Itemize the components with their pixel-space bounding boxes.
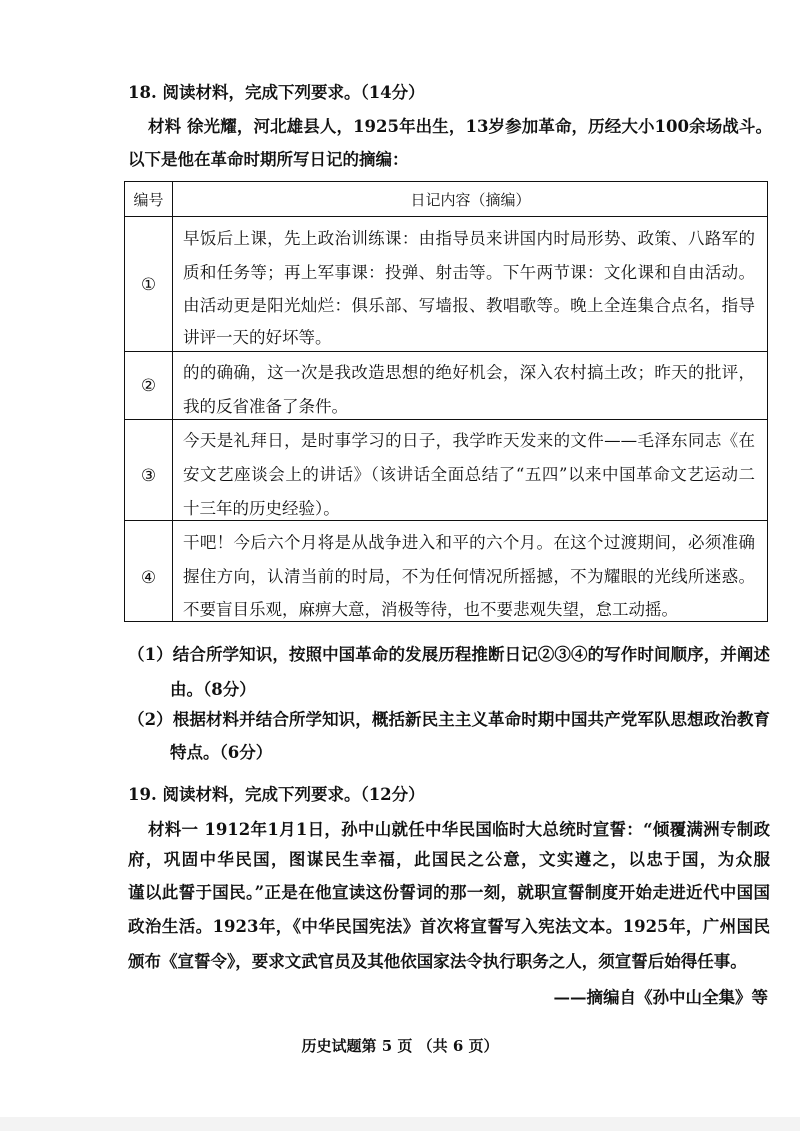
row-divider [125, 520, 767, 521]
row-line: 讲评一天的好坏等。 [183, 328, 332, 347]
row-line: 早饭后上课，先上政治训练课：由指导员来讲国内时局形势、政策、八路军的 [183, 229, 755, 248]
row-divider [125, 216, 767, 217]
question-1-cont: 由。（8分） [170, 680, 256, 699]
row-line: 握住方向，认清当前的时局，不为任何情况所摇撼，不为耀眼的光线所迷惑。 [183, 567, 755, 586]
column-divider [172, 182, 173, 621]
q18-title: 18. 阅读材料，完成下列要求。（14分） [128, 83, 425, 102]
question-2: （2）根据材料并结合所学知识，概括新民主主义革命时期中国共产党军队思想政治教育 [128, 710, 770, 729]
q19-title: 19. 阅读材料，完成下列要求。（12分） [128, 785, 425, 804]
row-divider [125, 419, 767, 420]
row-line: 的的确确，这一次是我改造思想的绝好机会，深入农村搞土改；昨天的批评， [183, 363, 755, 382]
row-divider [125, 351, 767, 352]
q18-material-line: 以下是他在革命时期所写日记的摘编： [128, 150, 409, 169]
q19-material-line: 政治生活。1923年，《中华民国宪法》首次将宣誓写入宪法文本。1925年，广州国民 [128, 917, 770, 936]
row-line: 由活动更是阳光灿烂：俱乐部、写墙报、教唱歌等。晚上全连集合点名，指导 [183, 296, 755, 315]
q19-material-line: 府，巩固中华民国，图谋民生幸福，此国民之公意，文实遵之，以忠于国，为众服 [128, 850, 770, 869]
diary-table [124, 181, 768, 622]
row-number: ③ [140, 466, 157, 486]
header-content: 日记内容（摘编） [410, 191, 531, 209]
q19-source: ——摘编自《孙中山全集》等 [553, 988, 768, 1007]
row-number: ② [140, 376, 157, 396]
page-footer: 历史试题第 5 页 （共 6 页） [301, 1037, 499, 1055]
row-line: 我的反省准备了条件。 [183, 397, 348, 416]
question-2-cont: 特点。（6分） [170, 743, 273, 762]
row-line: 干吧！今后六个月将是从战争进入和平的六个月。在这个过渡期间，必须准确 [183, 533, 755, 552]
row-number: ④ [140, 568, 157, 588]
row-line: 今天是礼拜日，是时事学习的日子，我学昨天发来的文件——毛泽东同志《在 [183, 431, 755, 450]
row-number: ① [140, 275, 157, 295]
q19-material-line: 颁布《宣誓令》，要求文武官员及其他依国家法令执行职务之人，须宣誓后始得任事。 [128, 952, 747, 971]
row-line: 安文艺座谈会上的讲话》（该讲话全面总结了“五四”以来中国革命文艺运动二 [183, 465, 755, 484]
scan-edge [0, 1117, 800, 1131]
row-line: 十三年的历史经验）。 [183, 499, 340, 518]
q19-material-line: 材料一 1912年1月1日，孙中山就任中华民国临时大总统时宣誓：“倾覆满洲专制政 [148, 820, 770, 839]
row-line: 质和任务等；再上军事课：投弹、射击等。下午两节课：文化课和自由活动。 [183, 263, 755, 282]
row-line: 不要盲目乐观，麻痹大意，消极等待，也不要悲观失望，怠工动摇。 [183, 600, 678, 619]
question-1: （1）结合所学知识，按照中国革命的发展历程推断日记②③④的写作时间顺序，并阐述 [128, 645, 770, 664]
header-number: 编号 [133, 191, 164, 209]
q18-material-line: 材料 徐光耀，河北雄县人，1925年出生，13岁参加革命，历经大小100余场战斗。 [148, 117, 772, 136]
q19-material-line: 谨以此誓于国民。”正是在他宣读这份誓词的那一刻，就职宣誓制度开始走进近代中国国 [128, 883, 770, 902]
